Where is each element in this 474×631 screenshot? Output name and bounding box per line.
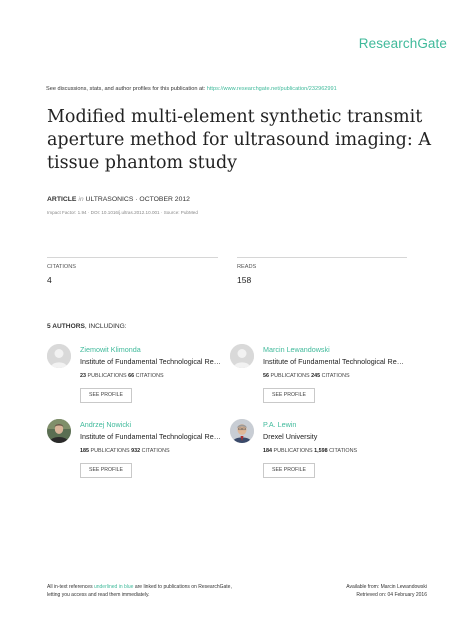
citations-value: 4 bbox=[47, 275, 52, 285]
footer-line-2: letting you access and read them immediately. bbox=[47, 592, 150, 598]
author-citations-count: 932 bbox=[131, 448, 141, 454]
author-name[interactable]: Andrzej Nowicki bbox=[80, 420, 132, 429]
author-stats bbox=[80, 448, 170, 454]
publication-details: Impact Factor: 1.94 · DOI: 10.1016/j.ultras.2012.10.001 · Source: PubMed bbox=[47, 210, 198, 215]
author-card bbox=[230, 344, 420, 414]
footer-line-1 bbox=[47, 583, 232, 591]
footer-availability bbox=[346, 583, 427, 599]
footer-underlined-text: underlined in blue bbox=[93, 584, 134, 590]
discussion-line bbox=[46, 86, 446, 92]
author-publications-count: 184 bbox=[263, 448, 272, 454]
venue-date[interactable]: ULTRASONICS · OCTOBER 2012 bbox=[85, 196, 190, 203]
author-citations-label: CITATIONS bbox=[321, 373, 350, 379]
author-institution: Drexel University bbox=[263, 432, 318, 441]
citations-label: CITATIONS bbox=[47, 264, 77, 270]
author-publications-count: 23 bbox=[80, 373, 86, 379]
author-publications-label: PUBLICATIONS bbox=[90, 448, 130, 454]
publication-title: Modified multi-element synthetic transmit aperture method for ultrasound imaging: A tissue phantom study bbox=[47, 107, 431, 173]
author-card bbox=[47, 419, 237, 489]
see-profile-button[interactable]: SEE PROFILE bbox=[263, 463, 315, 478]
reads-divider bbox=[237, 257, 407, 258]
avatar-placeholder-icon[interactable] bbox=[230, 344, 254, 368]
author-citations-count: 1,598 bbox=[314, 448, 328, 454]
discussion-prefix: See discussions, stats, and author profiles for this publication at: bbox=[46, 86, 206, 92]
reads-label: READS bbox=[237, 264, 257, 270]
meta-in: in bbox=[78, 196, 84, 203]
authors-heading bbox=[47, 323, 127, 330]
author-citations-label: CITATIONS bbox=[141, 448, 170, 454]
retrieved-on: Retrieved on: 04 February 2016 bbox=[356, 592, 427, 598]
authors-count: 5 AUTHORS bbox=[47, 323, 85, 330]
author-stats bbox=[263, 373, 350, 379]
author-stats bbox=[80, 373, 164, 379]
footer-text: are linked to publications on ResearchGate, bbox=[134, 584, 232, 590]
author-card bbox=[47, 344, 237, 414]
reads-value: 158 bbox=[237, 275, 252, 285]
article-type: ARTICLE bbox=[47, 196, 77, 203]
author-citations-label: CITATIONS bbox=[135, 373, 164, 379]
citations-divider bbox=[47, 257, 218, 258]
author-name[interactable]: P.A. Lewin bbox=[263, 420, 297, 429]
author-card bbox=[230, 419, 420, 489]
publication-meta bbox=[47, 196, 190, 203]
author-publications-label: PUBLICATIONS bbox=[270, 373, 310, 379]
researchgate-logo[interactable]: ResearchGate bbox=[358, 36, 447, 51]
author-citations-count: 66 bbox=[128, 373, 135, 379]
see-profile-button[interactable]: SEE PROFILE bbox=[263, 388, 315, 403]
see-profile-button[interactable]: SEE PROFILE bbox=[80, 388, 132, 403]
author-citations-label: CITATIONS bbox=[329, 448, 358, 454]
available-from: Available from: Marcin Lewandowski bbox=[346, 584, 427, 590]
author-stats bbox=[263, 448, 357, 454]
author-publications-count: 56 bbox=[263, 373, 269, 379]
author-institution: Institute of Fundamental Technological Re… bbox=[263, 357, 404, 366]
author-institution: Institute of Fundamental Technological Re… bbox=[80, 432, 221, 441]
footer-references-note bbox=[47, 583, 232, 599]
author-institution: Institute of Fundamental Technological Re… bbox=[80, 357, 221, 366]
author-publications-label: PUBLICATIONS bbox=[273, 448, 313, 454]
footer-text: All in-text references bbox=[47, 584, 93, 590]
author-publications-count: 185 bbox=[80, 448, 89, 454]
authors-heading-suffix: , INCLUDING: bbox=[84, 323, 127, 330]
author-photo-icon[interactable] bbox=[230, 419, 254, 443]
avatar-placeholder-icon[interactable] bbox=[47, 344, 71, 368]
author-name[interactable]: Marcin Lewandowski bbox=[263, 345, 330, 354]
author-photo-icon[interactable] bbox=[47, 419, 71, 443]
see-profile-button[interactable]: SEE PROFILE bbox=[80, 463, 132, 478]
author-publications-label: PUBLICATIONS bbox=[87, 373, 127, 379]
author-name[interactable]: Ziemowit Klimonda bbox=[80, 345, 141, 354]
author-citations-count: 245 bbox=[311, 373, 321, 379]
publication-link[interactable]: https://www.researchgate.net/publication/232962991 bbox=[206, 86, 337, 92]
